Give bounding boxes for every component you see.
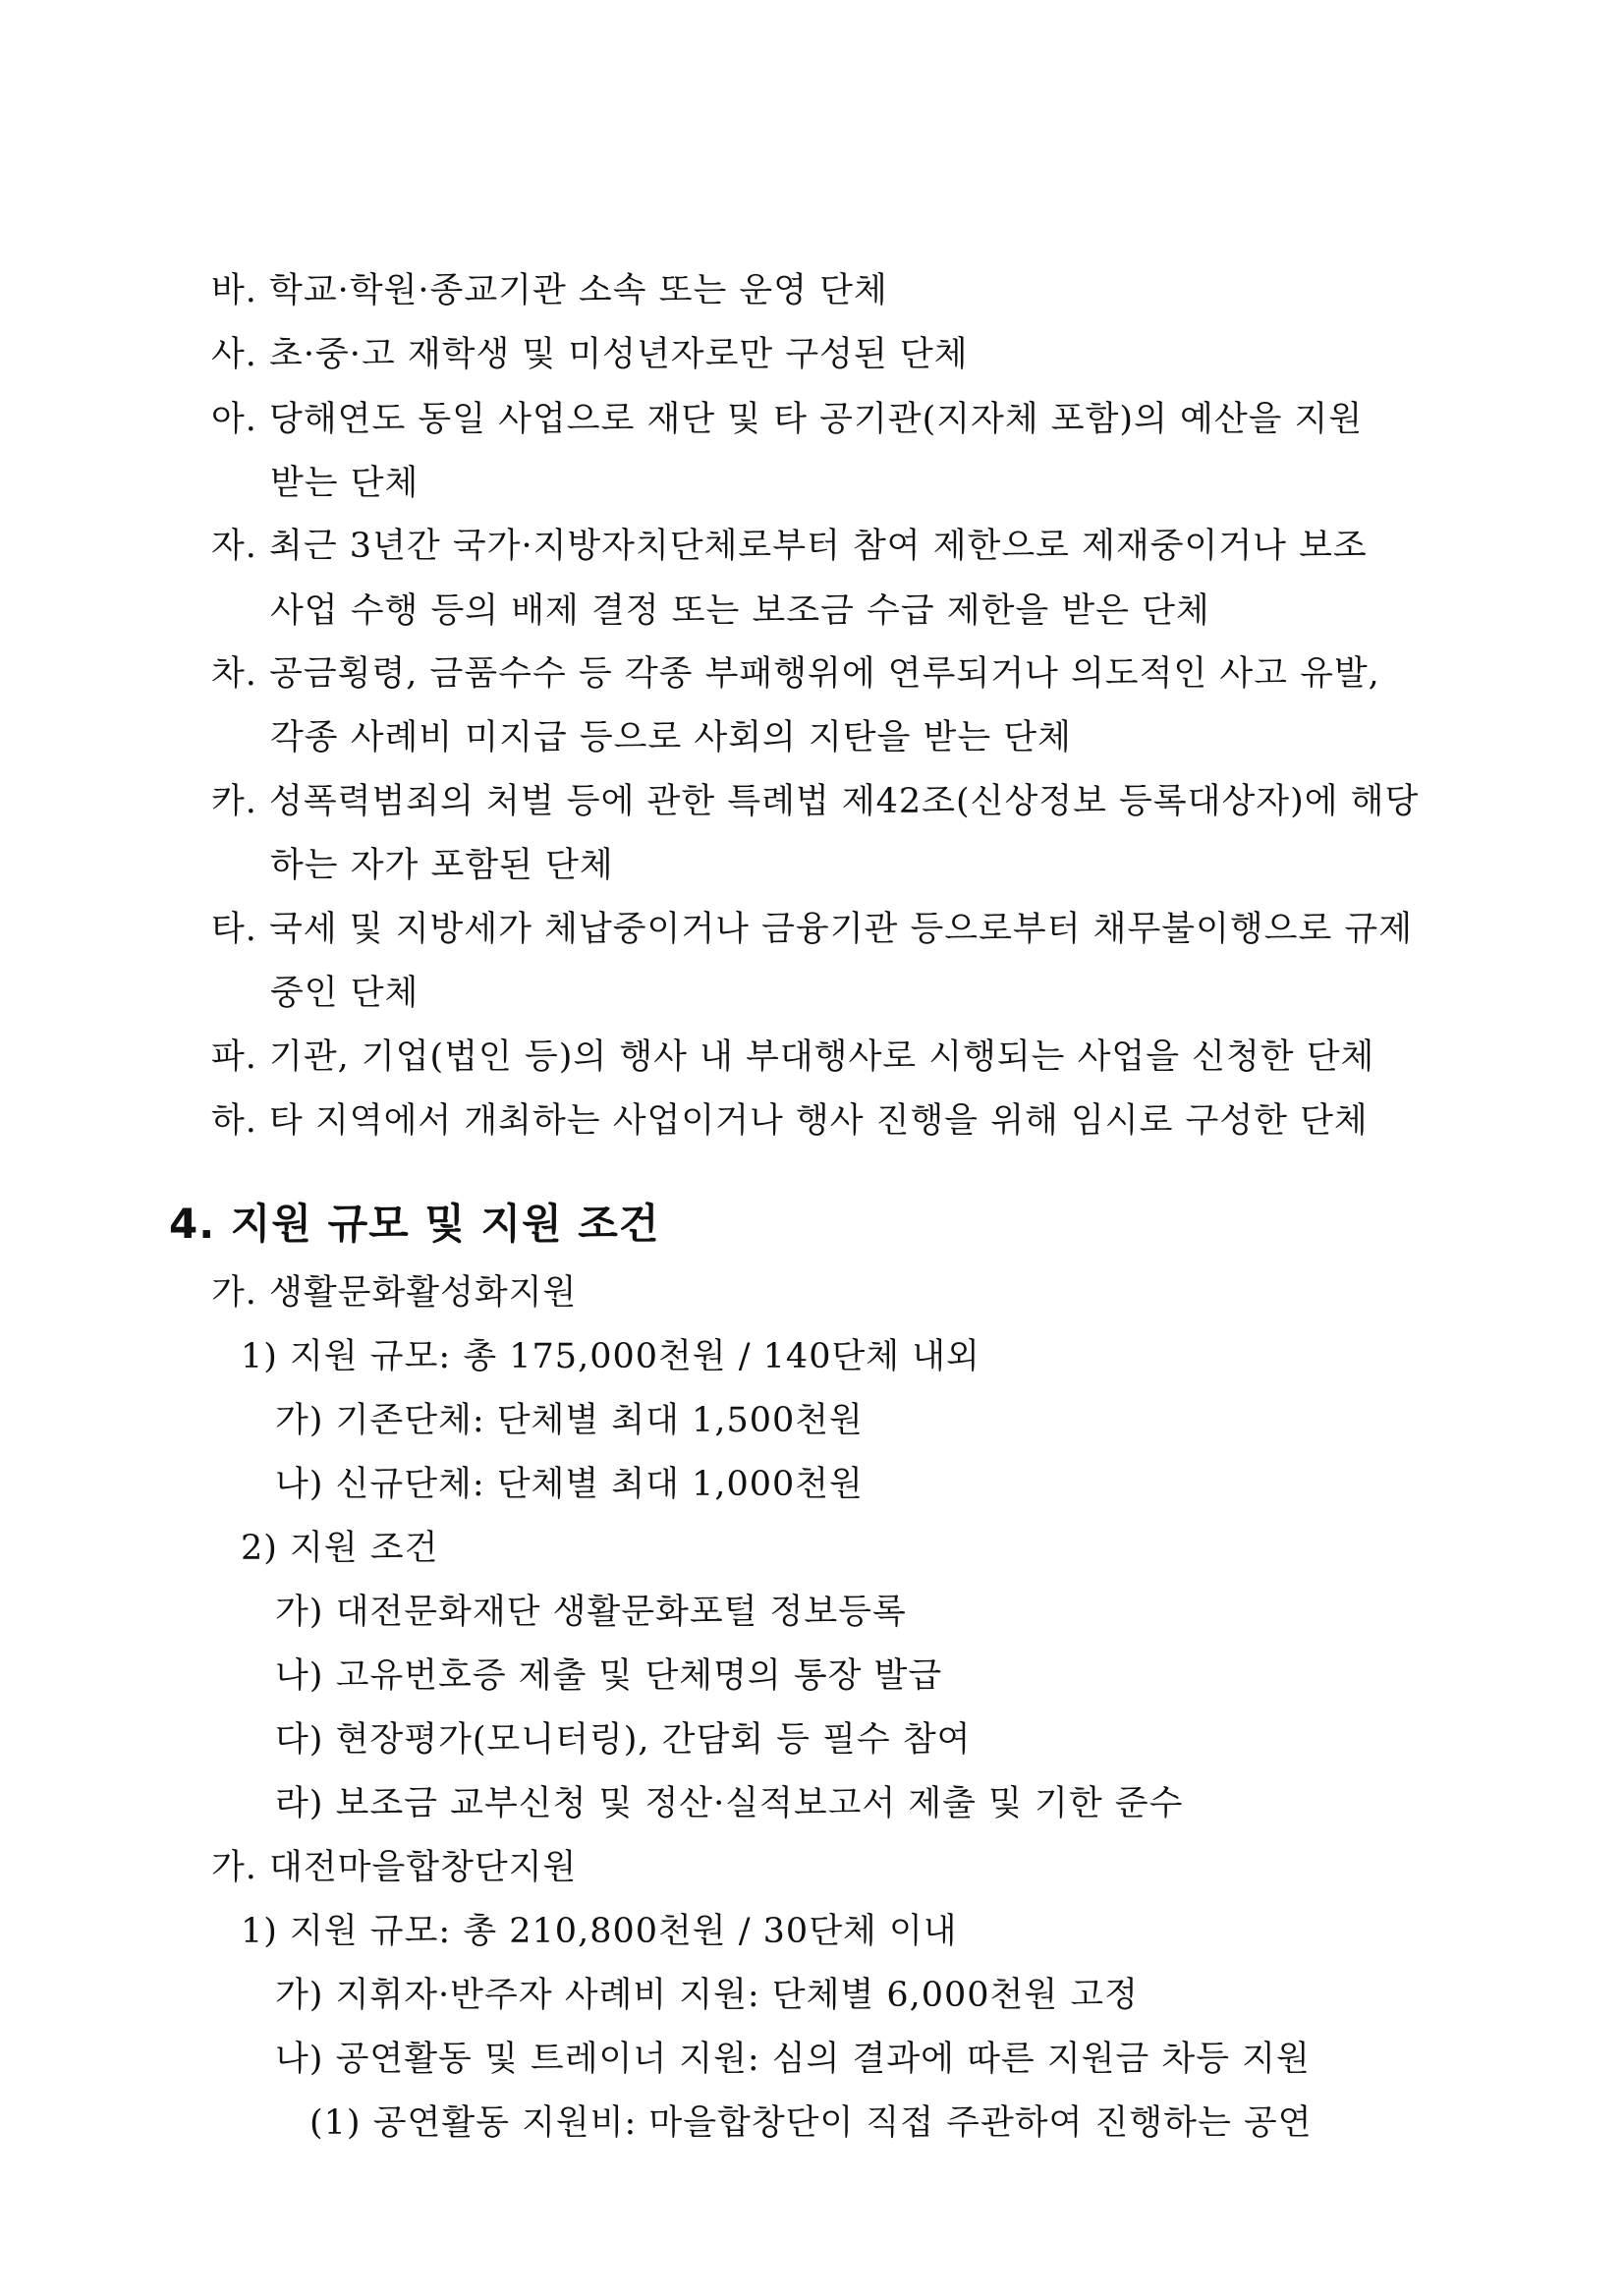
choir-performance-support: 나) 공연활동 및 트레이너 지원: 심의 결과에 따른 지원금 차등 지원 bbox=[275, 2040, 1311, 2079]
exclusion-item-ba: 바. 학교·학원·종교기관 소속 또는 운영 단체 bbox=[211, 271, 888, 310]
section-heading: 4. 지원 규모 및 지원 조건 bbox=[169, 1200, 660, 1248]
exclusion-item-ha: 하. 타 지역에서 개최하는 사업이거나 행사 진행을 위해 임시로 구성한 단체 bbox=[211, 1101, 1369, 1141]
support-program-title: 가. 생활문화활성화지원 bbox=[211, 1273, 578, 1313]
exclusion-item-ja-continued: 사업 수행 등의 배제 결정 또는 보조금 수급 제한을 받은 단체 bbox=[270, 591, 1210, 631]
exclusion-item-a-continued: 받는 단체 bbox=[270, 464, 420, 503]
exclusion-item-ka-continued: 하는 자가 포함된 단체 bbox=[270, 846, 614, 885]
condition-monitoring: 다) 현장평가(모니터링), 간담회 등 필수 참여 bbox=[275, 1720, 972, 1760]
exclusion-item-ta: 타. 국세 및 지방세가 체납중이거나 금융기관 등으로부터 채무불이행으로 규제 bbox=[211, 910, 1414, 949]
choir-support-scale: 1) 지원 규모: 총 210,800천원 / 30단체 이내 bbox=[241, 1912, 958, 1951]
exclusion-item-ka: 카. 성폭력범죄의 처벌 등에 관한 특례법 제42조(신상정보 등록대상자)에 해당 bbox=[211, 782, 1420, 821]
choir-conductor-fee: 가) 지휘자·반주자 사례비 지원: 단체별 6,000천원 고정 bbox=[275, 1976, 1139, 2015]
condition-bank-account: 나) 고유번호증 제출 및 단체명의 통장 발급 bbox=[275, 1656, 943, 1696]
support-scale-existing: 가) 기존단체: 단체별 최대 1,500천원 bbox=[275, 1401, 864, 1440]
choir-performance-cost: (1) 공연활동 지원비: 마을합창단이 직접 주관하여 진행하는 공연 bbox=[309, 2103, 1313, 2143]
support-conditions: 2) 지원 조건 bbox=[241, 1529, 439, 1568]
choir-program-title: 가. 대전마을합창단지원 bbox=[211, 1848, 578, 1887]
support-scale: 1) 지원 규모: 총 175,000천원 / 140단체 내외 bbox=[241, 1337, 980, 1376]
exclusion-item-a: 아. 당해연도 동일 사업으로 재단 및 타 공기관(지자체 포함)의 예산을 지원 bbox=[211, 400, 1364, 439]
exclusion-item-pa: 파. 기관, 기업(법인 등)의 행사 내 부대행사로 시행되는 사업을 신청한 단체 bbox=[211, 1037, 1375, 1077]
exclusion-item-cha-continued: 각종 사례비 미지급 등으로 사회의 지탄을 받는 단체 bbox=[270, 718, 1072, 757]
exclusion-item-ja: 자. 최근 3년간 국가·지방자치단체로부터 참여 제한으로 제재중이거나 보조 bbox=[211, 527, 1368, 566]
condition-report-deadline: 라) 보조금 교부신청 및 정산·실적보고서 제출 및 기한 준수 bbox=[275, 1784, 1184, 1823]
condition-portal-registration: 가) 대전문화재단 생활문화포털 정보등록 bbox=[275, 1593, 907, 1632]
exclusion-item-sa: 사. 초·중·고 재학생 및 미성년자로만 구성된 단체 bbox=[211, 335, 969, 374]
exclusion-item-ta-continued: 중인 단체 bbox=[270, 974, 420, 1013]
exclusion-item-cha: 차. 공금횡령, 금품수수 등 각종 부패행위에 연루되거나 의도적인 사고 유발, bbox=[211, 654, 1380, 694]
support-scale-new: 나) 신규단체: 단체별 최대 1,000천원 bbox=[275, 1465, 864, 1504]
